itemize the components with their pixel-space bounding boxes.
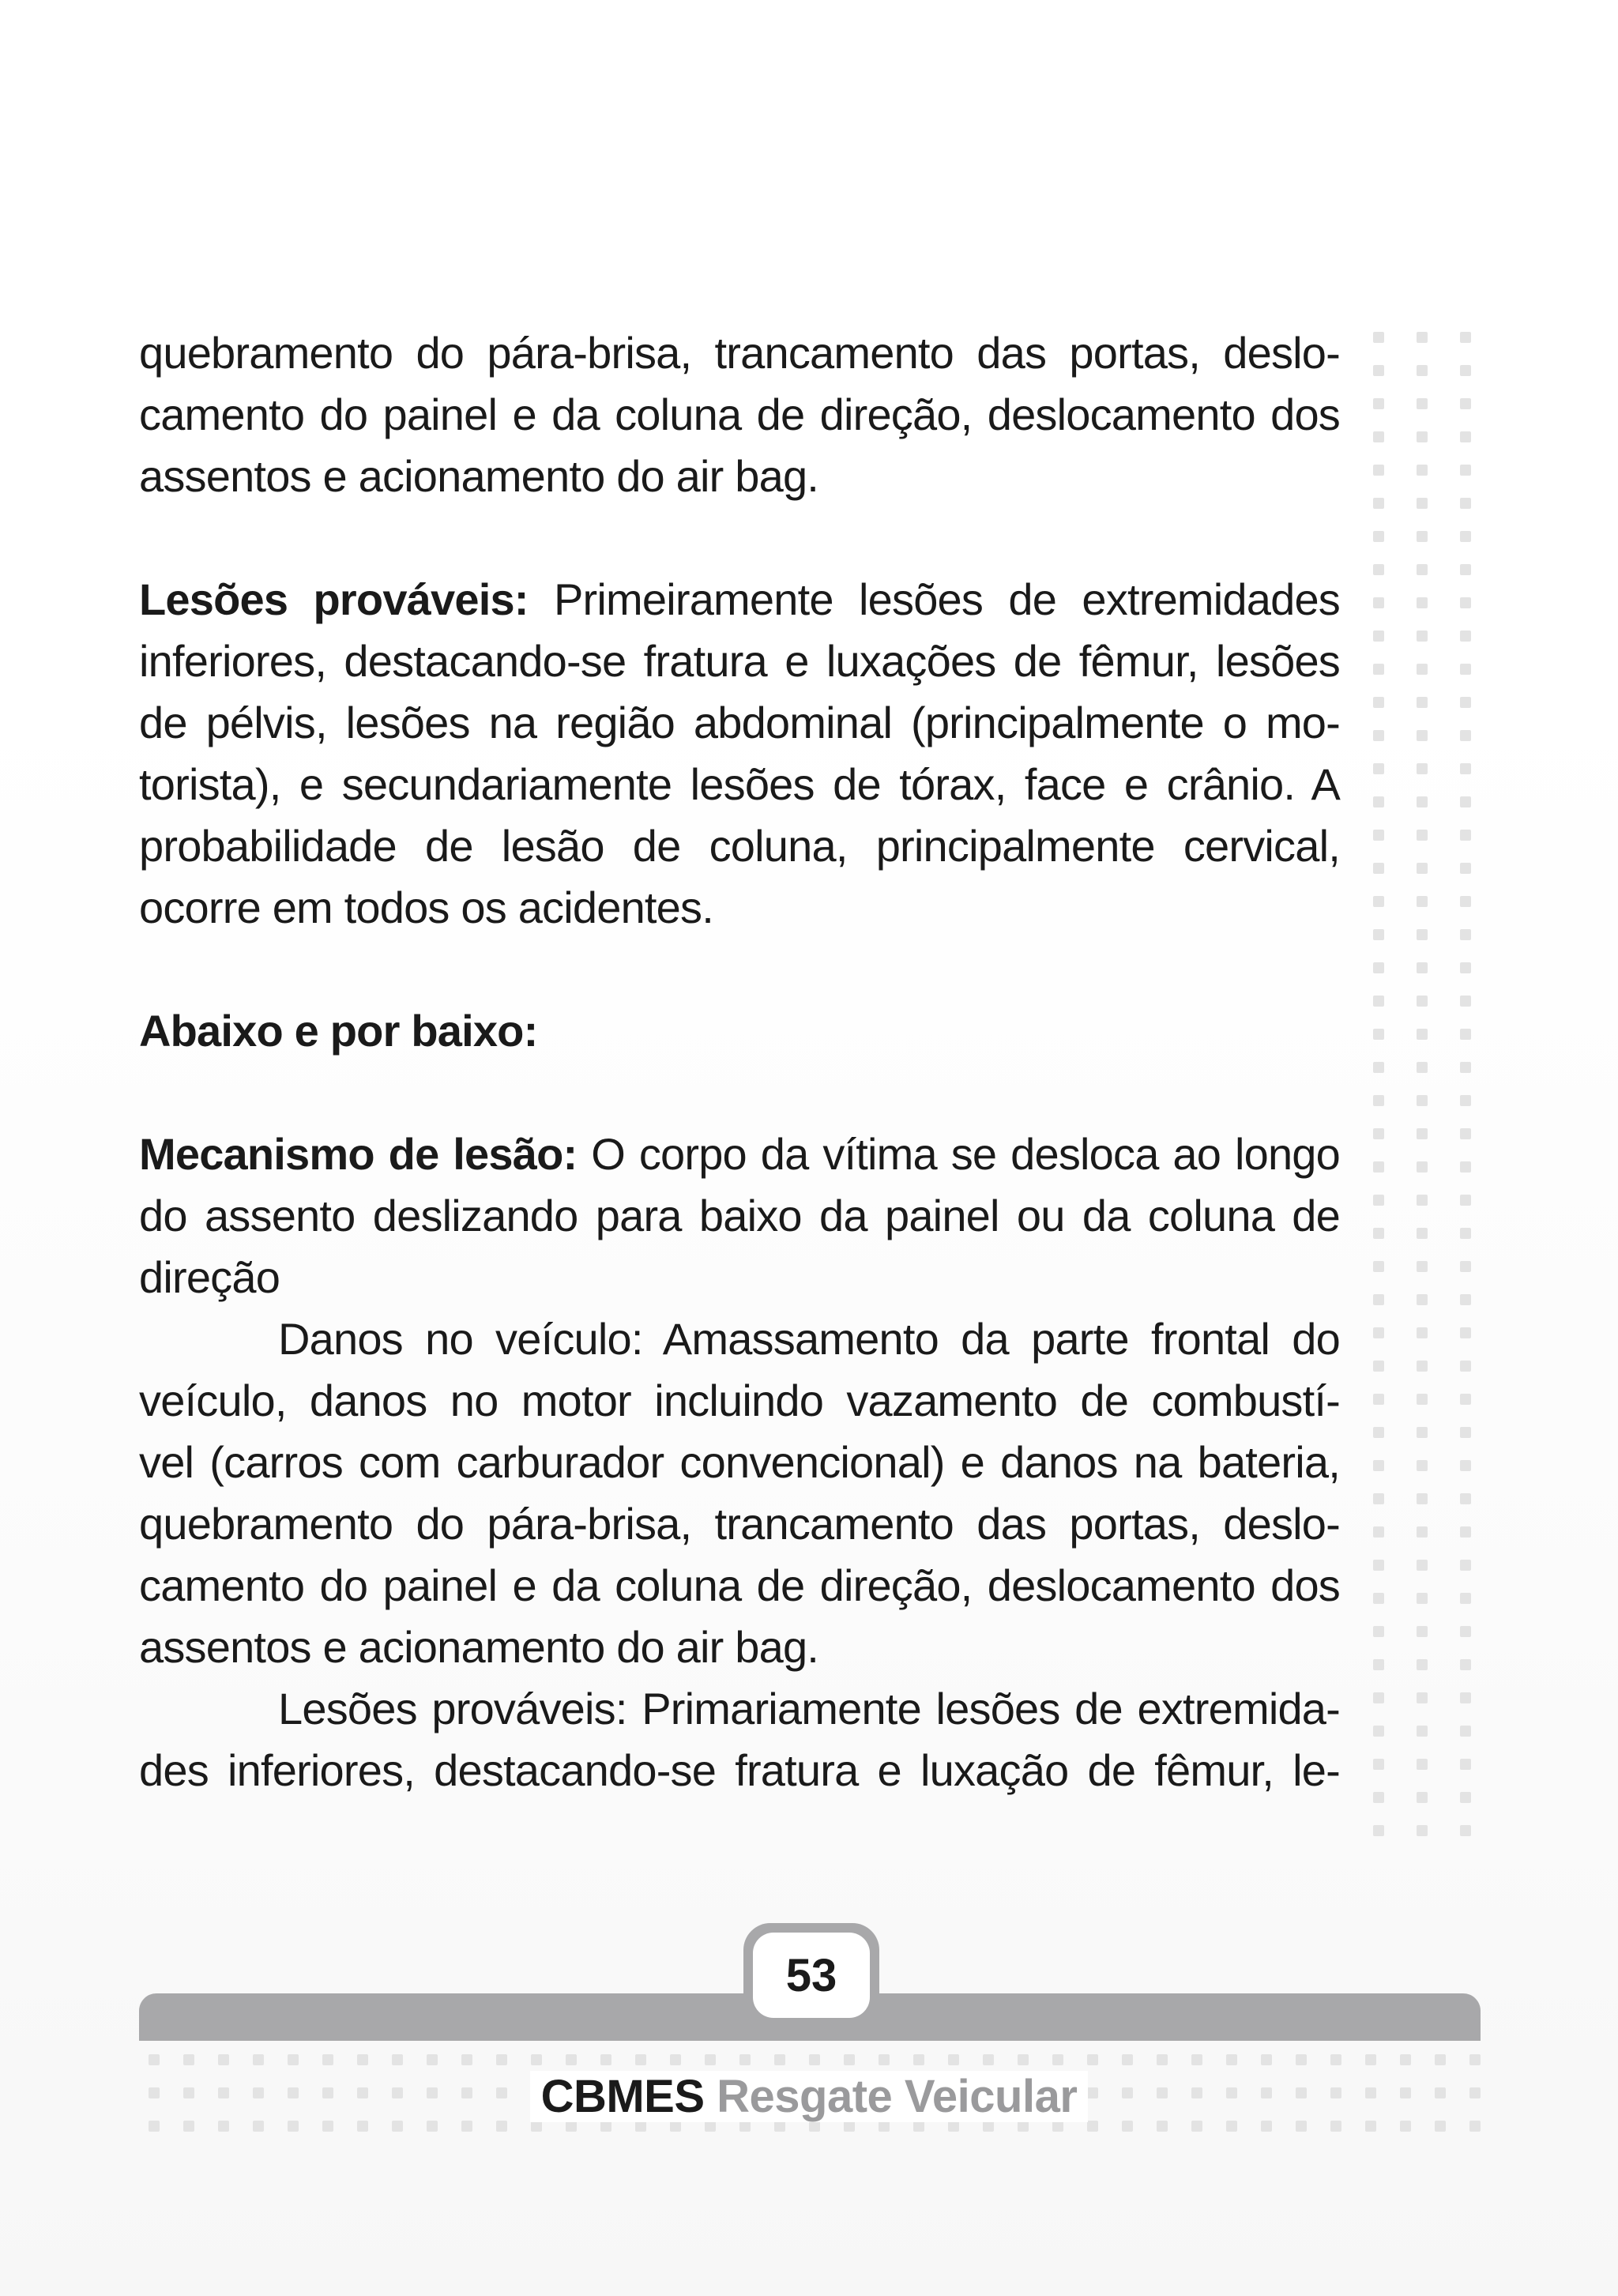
- decorative-dot: [1460, 564, 1471, 575]
- decorative-dot: [1460, 697, 1471, 708]
- decorative-dot: [1417, 1593, 1428, 1604]
- decorative-dot: [1460, 398, 1471, 409]
- decorative-dot: [1373, 531, 1384, 542]
- decorative-dot: [1460, 1394, 1471, 1405]
- decorative-dot: [1460, 431, 1471, 442]
- text-line: [139, 1124, 1340, 1185]
- decorative-dot: [1373, 398, 1384, 409]
- decorative-dot: [1373, 630, 1384, 642]
- decorative-dot: [1460, 896, 1471, 907]
- decorative-dot: [1460, 1692, 1471, 1703]
- decorative-dot: [1460, 1759, 1471, 1770]
- decorative-dot: [1460, 1128, 1471, 1139]
- decorative-dot: [913, 2054, 924, 2065]
- decorative-dot: [1373, 1261, 1384, 1272]
- decorative-dot: [1373, 1427, 1384, 1438]
- decorative-dot: [1417, 962, 1428, 973]
- decorative-dot: [1373, 465, 1384, 476]
- page-number-badge: [743, 1923, 879, 2027]
- decorative-dot: [1373, 1394, 1384, 1405]
- decorative-dot: [461, 2054, 472, 2065]
- decorative-dot: [1469, 2054, 1481, 2065]
- decorative-dot: [1373, 1095, 1384, 1106]
- decorative-dot: [1460, 962, 1471, 973]
- decorative-dot: [1373, 796, 1384, 807]
- decorative-dot: [1460, 1792, 1471, 1803]
- decorative-dot: [844, 2054, 855, 2065]
- decorative-dot: [1460, 1095, 1471, 1106]
- text-line: Danos no veículo: Amassamento da parte frontal do: [278, 1314, 1340, 1364]
- text-fragment: Primeiramente lesões de extremidades: [528, 574, 1340, 624]
- decorative-dot: [1460, 730, 1471, 741]
- decorative-dot: [1373, 332, 1384, 343]
- decorative-dot: [1460, 1195, 1471, 1206]
- decorative-dot: [1417, 1327, 1428, 1338]
- text-line: probabilidade de lesão de coluna, principalmente cervical,: [139, 821, 1340, 871]
- decorative-dot: [1460, 630, 1471, 642]
- text-line: Lesões prováveis: Primariamente lesões de extremida-: [278, 1684, 1340, 1733]
- decorative-dot: [496, 2054, 507, 2065]
- decorative-dot: [1460, 1460, 1471, 1471]
- decorative-dot: [1417, 1526, 1428, 1538]
- decorative-dot: [1373, 1195, 1384, 1206]
- text-line: inferiores, destacando-se fratura e luxações de fêmur, lesões: [139, 636, 1340, 686]
- text-line: quebramento do pára-brisa, trancamento das portas, deslo-: [139, 328, 1340, 378]
- decorative-dot: [1373, 1361, 1384, 1372]
- decorative-dot: [1417, 763, 1428, 774]
- decorative-dot: [1417, 465, 1428, 476]
- decorative-dot: [983, 2054, 994, 2065]
- decorative-dot: [1296, 2054, 1307, 2065]
- decorative-dot: [1373, 564, 1384, 575]
- decorative-dot: [1261, 2054, 1272, 2065]
- footer-title-text: [530, 2071, 1089, 2122]
- text-line: ocorre em todos os acidentes.: [139, 883, 713, 932]
- decorative-dot: [1460, 1560, 1471, 1571]
- decorative-dot: [1373, 597, 1384, 608]
- decorative-dot: [705, 2054, 716, 2065]
- decorative-dot: [566, 2054, 577, 2065]
- decorative-dot: [1460, 465, 1471, 476]
- decorative-dot: [1373, 1560, 1384, 1571]
- decorative-dot: [1157, 2054, 1168, 2065]
- decorative-dot: [1417, 1361, 1428, 1372]
- footer-brand: CBMES: [540, 2071, 705, 2122]
- text-line: quebramento do pára-brisa, trancamento das portas, deslo-: [139, 1499, 1340, 1549]
- decorative-dot: [1373, 896, 1384, 907]
- text-line: de pélvis, lesões na região abdominal (principalmente o mo-: [139, 698, 1340, 747]
- decorative-dot: [1373, 863, 1384, 874]
- decorative-dot: [1373, 1593, 1384, 1604]
- decorative-dot: [1417, 1095, 1428, 1106]
- decorative-dot: [1417, 1161, 1428, 1172]
- decorative-dot: [1373, 1327, 1384, 1338]
- decorative-dot: [1460, 1361, 1471, 1372]
- decorative-dot: [149, 2054, 160, 2065]
- decorative-dot: [879, 2054, 890, 2065]
- decorative-dot: [1460, 1825, 1471, 1836]
- decorative-dot: [1373, 929, 1384, 940]
- decorative-dot: [1460, 597, 1471, 608]
- decorative-dot: [1018, 2054, 1029, 2065]
- decorative-dot: [1373, 1626, 1384, 1637]
- decorative-dot: [1417, 1560, 1428, 1571]
- decorative-dot: [1373, 962, 1384, 973]
- decorative-dot: [670, 2054, 681, 2065]
- decorative-dot: [948, 2054, 959, 2065]
- decorative-dot: [1417, 1294, 1428, 1305]
- decorative-dot: [1460, 664, 1471, 675]
- decorative-dot: [1417, 1825, 1428, 1836]
- decorative-dot: [1373, 1228, 1384, 1239]
- decorative-dot: [1460, 1161, 1471, 1172]
- decorative-dot: [1373, 996, 1384, 1007]
- decorative-dot: [1460, 1294, 1471, 1305]
- footer-subtitle: Resgate Veicular: [717, 2071, 1078, 2122]
- decorative-dot: [1373, 498, 1384, 509]
- decorative-dot: [1417, 796, 1428, 807]
- text-line: camento do painel e da coluna de direção, deslocamento dos: [139, 1560, 1340, 1610]
- page-body: [139, 322, 1340, 1801]
- decorative-dot: [1373, 1029, 1384, 1040]
- paragraph-probable-injuries-2: [139, 1678, 1340, 1801]
- label-injury-mechanism: Mecanismo de lesão:: [139, 1129, 578, 1179]
- decorative-dot: [1417, 1427, 1428, 1438]
- decorative-dot: [1460, 498, 1471, 509]
- text-line: [139, 569, 1340, 630]
- decorative-dot: [1460, 332, 1471, 343]
- decorative-dot: [1417, 431, 1428, 442]
- decorative-dot: [357, 2054, 368, 2065]
- decorative-dot: [1460, 1526, 1471, 1538]
- decorative-dot: [1460, 1493, 1471, 1504]
- decorative-dot: [1417, 1029, 1428, 1040]
- decorative-dot: [1365, 2054, 1376, 2065]
- decorative-dot: [1460, 531, 1471, 542]
- page-number: 53: [753, 1933, 870, 2018]
- decorative-dot: [1460, 1726, 1471, 1737]
- decorative-dot: [1191, 2054, 1202, 2065]
- decorative-dot: [1417, 1692, 1428, 1703]
- decorative-dot: [1373, 730, 1384, 741]
- decorative-dot: [392, 2054, 403, 2065]
- decorative-dot: [1460, 1261, 1471, 1272]
- decorative-dot: [183, 2054, 194, 2065]
- decorative-dot: [635, 2054, 646, 2065]
- decorative-dot: [739, 2054, 751, 2065]
- decorative-dot: [1052, 2054, 1063, 2065]
- decorative-dot: [1087, 2054, 1098, 2065]
- decorative-dot: [1460, 1659, 1471, 1670]
- decorative-dot: [1400, 2054, 1411, 2065]
- decorative-dot: [1417, 1460, 1428, 1471]
- decorative-dot: [1417, 398, 1428, 409]
- text-line: direção: [139, 1252, 280, 1302]
- decorative-dot: [1417, 929, 1428, 940]
- decorative-dot: [1460, 830, 1471, 841]
- decorative-dot: [1417, 697, 1428, 708]
- decorative-dot: [1373, 1759, 1384, 1770]
- text-line: torista), e secundariamente lesões de tórax, face e crânio. A: [139, 759, 1340, 809]
- decorative-dot: [1373, 1161, 1384, 1172]
- decorative-dot: [1373, 830, 1384, 841]
- text-line: vel (carros com carburador convencional) e danos na bateria,: [139, 1437, 1340, 1487]
- decorative-dot: [1417, 1261, 1428, 1272]
- decorative-dot: [1417, 996, 1428, 1007]
- decorative-dot: [1122, 2054, 1133, 2065]
- section-heading: Abaixo e por baixo:: [139, 1006, 538, 1056]
- decorative-dot: [1417, 531, 1428, 542]
- decorative-dot: [1417, 1128, 1428, 1139]
- decorative-dot: [774, 2054, 785, 2065]
- decorative-dot: [288, 2054, 299, 2065]
- decorative-dot: [1460, 929, 1471, 940]
- decorative-dot: [1373, 697, 1384, 708]
- decorative-dot: [1417, 1062, 1428, 1073]
- decorative-dot: [1417, 365, 1428, 376]
- decorative-dot: [322, 2054, 333, 2065]
- decorative-dot: [600, 2054, 611, 2065]
- decorative-dot: [1373, 664, 1384, 675]
- decorative-dot: [1417, 1759, 1428, 1770]
- decorative-dot: [1373, 1825, 1384, 1836]
- decorative-dot: [1435, 2054, 1446, 2065]
- decorative-dot: [1373, 1526, 1384, 1538]
- decorative-dot: [1373, 365, 1384, 376]
- paragraph-injury-mechanism: [139, 1124, 1340, 1308]
- decorative-dot: [1417, 896, 1428, 907]
- text-line: do assento deslizando para baixo da painel ou da coluna de: [139, 1191, 1340, 1240]
- decorative-dot: [253, 2054, 264, 2065]
- decorative-dot: [809, 2054, 820, 2065]
- decorative-dot: [1373, 1659, 1384, 1670]
- decorative-dot: [1373, 1460, 1384, 1471]
- footer-title: [0, 2070, 1618, 2123]
- decorative-dot: [1460, 1427, 1471, 1438]
- decorative-dot: [1460, 365, 1471, 376]
- decorative-dot: [1460, 863, 1471, 874]
- decorative-dot: [1417, 863, 1428, 874]
- decorative-dot: [1417, 597, 1428, 608]
- text-fragment: O corpo da vítima se desloca ao longo: [577, 1129, 1341, 1179]
- decorative-dot: [1373, 1692, 1384, 1703]
- decorative-dot: [1417, 630, 1428, 642]
- decorative-dot: [1373, 1128, 1384, 1139]
- decorative-dot: [1417, 498, 1428, 509]
- decorative-dot: [218, 2054, 229, 2065]
- decorative-dot: [1373, 1493, 1384, 1504]
- label-probable-injuries: Lesões prováveis:: [139, 574, 529, 624]
- decorative-dot: [1226, 2054, 1237, 2065]
- paragraph-probable-injuries: [139, 569, 1340, 939]
- paragraph-vehicle-damage: [139, 1308, 1340, 1678]
- text-line: des inferiores, destacando-se fratura e luxação de fêmur, le-: [139, 1745, 1340, 1795]
- decorative-dot: [1417, 1493, 1428, 1504]
- decorative-dot: [1373, 1062, 1384, 1073]
- decorative-dot: [427, 2054, 438, 2065]
- decorative-dot: [1417, 564, 1428, 575]
- decorative-dot: [1460, 763, 1471, 774]
- decorative-dot: [1417, 1626, 1428, 1637]
- decorative-dot: [1373, 763, 1384, 774]
- decorative-dot: [1373, 1726, 1384, 1737]
- decorative-dot: [1417, 664, 1428, 675]
- decorative-dot: [531, 2054, 542, 2065]
- paragraph-vehicle-damage-continued: [139, 322, 1340, 507]
- decorative-dot: [1460, 1593, 1471, 1604]
- decorative-dot: [1460, 1062, 1471, 1073]
- decorative-dot: [1417, 1659, 1428, 1670]
- decorative-dot: [1417, 830, 1428, 841]
- decorative-dot: [1460, 1029, 1471, 1040]
- text-line: camento do painel e da coluna de direção, deslocamento dos: [139, 390, 1340, 439]
- decorative-dot: [1417, 1228, 1428, 1239]
- decorative-dot: [1417, 1792, 1428, 1803]
- text-line: veículo, danos no motor incluindo vazamento de combustí-: [139, 1376, 1340, 1425]
- decorative-dot: [1460, 1327, 1471, 1338]
- decorative-dot: [1417, 1726, 1428, 1737]
- decorative-dot: [1330, 2054, 1341, 2065]
- decorative-dot: [1460, 996, 1471, 1007]
- text-line: assentos e acionamento do air bag.: [139, 1622, 819, 1672]
- decorative-dot: [1460, 1626, 1471, 1637]
- decorative-dot: [1417, 730, 1428, 741]
- decorative-dot: [1460, 796, 1471, 807]
- decorative-dot: [1373, 1294, 1384, 1305]
- decorative-dot: [1417, 332, 1428, 343]
- decorative-dot: [1417, 1394, 1428, 1405]
- decorative-dot: [1373, 431, 1384, 442]
- text-line: assentos e acionamento do air bag.: [139, 451, 819, 501]
- decorative-dot: [1373, 1792, 1384, 1803]
- decorative-dot: [1460, 1228, 1471, 1239]
- decorative-dot-column: [1373, 332, 1484, 1865]
- decorative-dot: [1417, 1195, 1428, 1206]
